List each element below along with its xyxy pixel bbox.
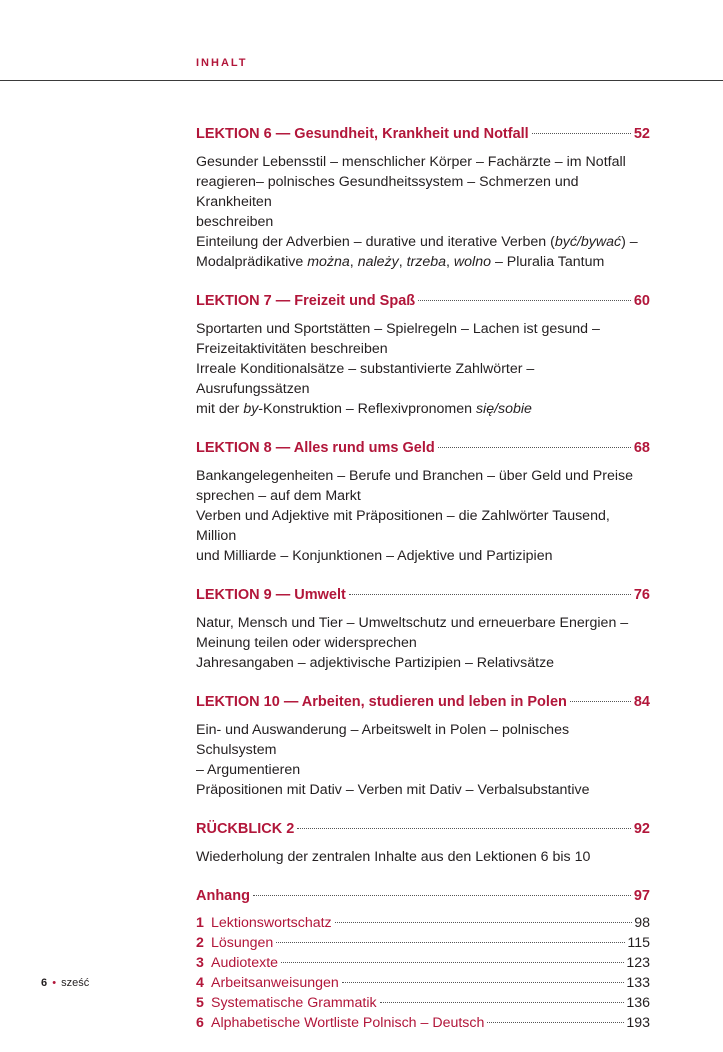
appendix-item-page: 193 <box>626 1015 650 1031</box>
toc-entry-heading[interactable] <box>196 291 650 311</box>
description-line <box>196 232 650 252</box>
toc-entry-page: 84 <box>633 694 650 710</box>
dot-leader <box>570 701 631 702</box>
italic-term: należy <box>357 254 399 270</box>
description-line <box>196 613 650 633</box>
italic-term: się/sobie <box>475 401 532 417</box>
description-line <box>196 319 650 339</box>
dot-leader <box>380 1002 625 1003</box>
description-line <box>196 152 650 172</box>
text-run: -Konstruktion – Reflexivpronomen <box>258 401 476 417</box>
text-run: Wiederholung der zentralen Inhalte aus den Lektionen 6 bis 10 <box>196 849 591 865</box>
toc-entry-heading[interactable] <box>196 438 650 458</box>
text-run: Modalprädikative <box>196 254 308 270</box>
appendix-item[interactable] <box>196 993 650 1013</box>
dot-leader <box>487 1022 624 1023</box>
toc-entry-description <box>196 613 650 673</box>
appendix-item-title: Alphabetische Wortliste Polnisch – Deutsch <box>211 1015 485 1031</box>
text-run: – Argumentieren <box>196 762 301 778</box>
toc-entry-page: 60 <box>633 293 650 309</box>
text-run: , <box>349 254 358 270</box>
appendix-item[interactable] <box>196 933 650 953</box>
page-footer <box>41 977 89 989</box>
header-divider <box>0 80 723 81</box>
toc-entry-heading[interactable] <box>196 124 650 144</box>
appendix-list <box>196 913 650 1033</box>
text-run: Einteilung der Adverbien – durative und iterative Verben ( <box>196 234 555 250</box>
text-run: – Pluralia Tantum <box>491 254 605 270</box>
text-run: , <box>398 254 407 270</box>
description-line <box>196 466 650 486</box>
appendix-item[interactable] <box>196 973 650 993</box>
toc-entry-title: LEKTION 9 — Umwelt <box>196 587 346 603</box>
toc-entry-heading[interactable] <box>196 692 650 712</box>
table-of-contents <box>196 124 650 1052</box>
description-line <box>196 172 650 212</box>
toc-entry-heading[interactable] <box>196 819 650 839</box>
toc-entry-title: LEKTION 6 — Gesundheit, Krankheit und Notfall <box>196 126 529 142</box>
toc-entry <box>196 124 650 272</box>
dot-leader <box>335 922 633 923</box>
description-line <box>196 546 650 566</box>
appendix-title: Anhang <box>196 888 250 904</box>
description-line <box>196 506 650 546</box>
toc-entry-description <box>196 319 650 419</box>
toc-entry <box>196 692 650 800</box>
toc-entry-title: LEKTION 7 — Freizeit und Spaß <box>196 293 416 309</box>
appendix-item-page: 115 <box>627 935 650 951</box>
footer-page-number: 6 <box>41 977 48 989</box>
appendix-item-title: Lektionswortschatz <box>211 915 332 931</box>
appendix-item-number: 3 <box>196 955 204 971</box>
section-header: INHALT <box>196 57 248 69</box>
toc-entry <box>196 819 650 867</box>
toc-entry-heading[interactable] <box>196 585 650 605</box>
appendix-item-title: Lösungen <box>211 935 274 951</box>
text-run: Jahresangaben – adjektivische Partizipien – Relativsätze <box>196 655 555 671</box>
description-line <box>196 252 650 272</box>
text-run: reagieren– polnisches Gesundheitssystem – Schmerzen und Krankheiten <box>196 174 579 210</box>
toc-entry-description <box>196 847 650 867</box>
dot-leader <box>438 447 631 448</box>
description-line <box>196 486 650 506</box>
toc-entry-page: 76 <box>633 587 650 603</box>
text-run: Freizeitaktivitäten beschreiben <box>196 341 388 357</box>
description-line <box>196 212 650 232</box>
appendix-item-title: Systematische Grammatik <box>211 995 377 1011</box>
dot-leader <box>297 828 631 829</box>
text-run: Meinung teilen oder widersprechen <box>196 635 417 651</box>
description-line <box>196 760 650 780</box>
appendix-item-title: Arbeitsanweisungen <box>211 975 339 991</box>
dot-leader <box>276 942 625 943</box>
toc-entry-description <box>196 720 650 800</box>
italic-term: można <box>307 254 350 270</box>
dot-leader <box>349 594 631 595</box>
description-line <box>196 399 650 419</box>
description-line <box>196 720 650 760</box>
description-line <box>196 653 650 673</box>
footer-page-word: sześć <box>61 977 90 989</box>
text-run: Irreale Konditionalsätze – substantivierte Zahlwörter – Ausrufungssätzen <box>196 361 535 397</box>
text-run: ) – <box>621 234 638 250</box>
toc-entry-title: LEKTION 10 — Arbeiten, studieren und leben in Polen <box>196 694 567 710</box>
appendix-item-number: 5 <box>196 995 204 1011</box>
description-line <box>196 339 650 359</box>
toc-entry <box>196 291 650 419</box>
appendix-item[interactable] <box>196 1013 650 1033</box>
toc-entry-page: 52 <box>633 126 650 142</box>
text-run: Sportarten und Sportstätten – Spielregeln – Lachen ist gesund – <box>196 321 600 337</box>
text-run: Natur, Mensch und Tier – Umweltschutz und erneuerbare Energien – <box>196 615 629 631</box>
text-run: Bankangelegenheiten – Berufe und Branchen – über Geld und Preise <box>196 468 633 484</box>
toc-entry <box>196 438 650 566</box>
appendix-page: 97 <box>633 888 650 904</box>
text-run: Präpositionen mit Dativ – Verben mit Dativ – Verbalsubstantive <box>196 782 590 798</box>
italic-term: być/bywać <box>554 234 622 250</box>
toc-entry-description <box>196 466 650 566</box>
text-run: und Milliarde – Konjunktionen – Adjektive und Partizipien <box>196 548 553 564</box>
toc-entry-title: LEKTION 8 — Alles rund ums Geld <box>196 440 435 456</box>
text-run: mit der <box>196 401 244 417</box>
appendix-item-number: 1 <box>196 915 204 931</box>
appendix-item-page: 133 <box>626 975 650 991</box>
text-run: Gesunder Lebensstil – menschlicher Körper – Fachärzte – im Notfall <box>196 154 626 170</box>
dot-leader <box>532 133 631 134</box>
italic-term: trzeba <box>406 254 447 270</box>
appendix-item-page: 123 <box>626 955 650 971</box>
text-run: Verben und Adjektive mit Präpositionen – die Zahlwörter Tausend, Million <box>196 508 610 544</box>
description-line <box>196 359 650 399</box>
appendix-item-page: 136 <box>626 995 650 1011</box>
text-run: beschreiben <box>196 214 274 230</box>
description-line <box>196 633 650 653</box>
dot-leader <box>253 895 631 896</box>
text-run: sprechen – auf dem Markt <box>196 488 361 504</box>
toc-entry-page: 92 <box>633 821 650 837</box>
appendix-section <box>196 886 650 1033</box>
description-line <box>196 847 650 867</box>
lesson-list <box>196 124 650 867</box>
appendix-item[interactable] <box>196 913 650 933</box>
toc-entry-title: RÜCKBLICK 2 <box>196 821 295 837</box>
dot-leader <box>418 300 631 301</box>
appendix-item-number: 4 <box>196 975 204 991</box>
appendix-item-number: 6 <box>196 1015 204 1031</box>
description-line <box>196 780 650 800</box>
appendix-item[interactable] <box>196 953 650 973</box>
italic-term: by <box>243 401 259 417</box>
text-run: Ein- und Auswanderung – Arbeitswelt in Polen – polnisches Schulsystem <box>196 722 570 758</box>
italic-term: wolno <box>453 254 491 270</box>
toc-entry-description <box>196 152 650 272</box>
text-run: , <box>446 254 454 270</box>
toc-entry <box>196 585 650 673</box>
footer-bullet: • <box>52 977 57 989</box>
appendix-item-number: 2 <box>196 935 204 951</box>
appendix-heading[interactable] <box>196 886 650 906</box>
dot-leader <box>342 982 625 983</box>
appendix-item-title: Audiotexte <box>211 955 279 971</box>
appendix-item-page: 98 <box>634 915 650 931</box>
toc-entry-page: 68 <box>633 440 650 456</box>
dot-leader <box>281 962 624 963</box>
